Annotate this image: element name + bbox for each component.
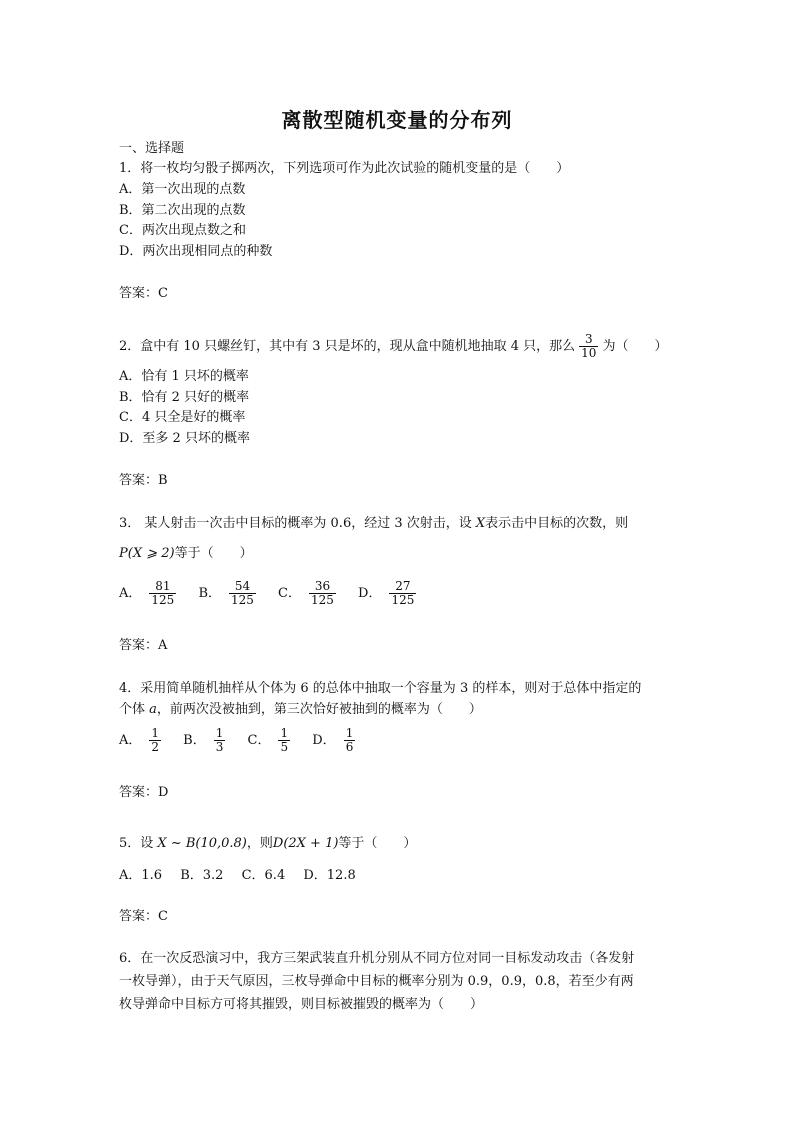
q4-stem-line1: 4．采用简单随机抽样从个体为 6 的总体中抽取一个容量为 3 的样本，则对于总体中指定的 [119, 681, 642, 696]
q3-options [119, 580, 434, 607]
q3-option-d [358, 580, 420, 607]
q3-expression: P(X ⩾ 2) [119, 546, 175, 561]
q3-option-b [198, 580, 259, 607]
q5-stem [119, 834, 416, 854]
q1-stem: 1．将一枚均匀骰子掷两次，下列选项可作为此次试验的随机变量的是（ ） [119, 161, 570, 176]
q5-option-c: C．6.4 [241, 868, 286, 883]
q5-stem-mid: ，则 [246, 836, 273, 851]
q3-stem-tail: 表示击中目标的次数，则 [485, 516, 629, 531]
q4-option-c-label: C． [247, 733, 271, 748]
q6-stem-line3: 枚导弹命中目标方可将其摧毁，则目标被摧毁的概率为（ ） [119, 997, 484, 1012]
q1-option-b: B．第二次出现的点数 [119, 203, 246, 218]
q5-option-a: A．1.6 [119, 868, 163, 883]
page-title: 离散型随机变量的分布列 [281, 108, 513, 132]
q4-stem-text: 个体 [119, 702, 150, 717]
q2-option-a: A．恰有 1 只坏的概率 [119, 369, 249, 384]
q2-option-d: D．至多 2 只坏的概率 [119, 431, 250, 446]
q6-stem-line2: 一枚导弹），由于天气原因，三枚导弹命中目标的概率分别为 0.9，0.9，0.8，若至少有两 [119, 974, 634, 989]
q4-option-d-den: 6 [345, 740, 354, 754]
q2-fraction [579, 333, 598, 360]
q4-option-b [183, 727, 229, 754]
q3-option-b-label: B． [198, 586, 221, 601]
q3-option-b-num: 54 [234, 579, 251, 593]
q2-fraction-den: 10 [581, 346, 597, 360]
q3-option-a-num: 81 [155, 579, 171, 593]
section-heading: 一、选择题 [119, 141, 185, 156]
q4-option-c-fraction [278, 727, 290, 754]
q2-option-b: B．恰有 2 只好的概率 [119, 390, 250, 405]
q3-option-a-fraction [149, 580, 176, 607]
q4-option-b-fraction [214, 727, 226, 754]
q5-options [119, 866, 370, 886]
q1-option-c: C．两次出现点数之和 [119, 223, 246, 238]
q4-option-c-den: 5 [280, 740, 289, 754]
q3-stem-line2-tail: 等于（ ） [174, 546, 253, 561]
q4-option-b-den: 3 [215, 740, 224, 754]
q6-stem-line1: 6．在一次反恐演习中，我方三架武装直升机分别从不同方位对同一目标发动攻击（各发射 [119, 951, 635, 966]
q4-answer: 答案：D [119, 785, 169, 800]
q2-stem [119, 333, 667, 360]
q3-answer: 答案：A [119, 638, 168, 653]
q3-stem-line1 [119, 514, 628, 534]
q3-option-c [278, 580, 340, 607]
q3-option-a [119, 580, 180, 607]
q5-expression-distribution: X ~ B(10,0.8) [157, 836, 247, 851]
q4-option-d-num: 1 [345, 726, 354, 740]
q4-option-d-fraction [344, 727, 356, 754]
q4-option-b-label: B． [183, 733, 206, 748]
q4-options [119, 727, 373, 754]
q5-stem-text: 5．设 [119, 836, 158, 851]
q5-expression-variance: D(2X + 1) [272, 836, 339, 851]
q4-option-d-label: D． [312, 733, 336, 748]
q2-fraction-num: 3 [584, 332, 593, 346]
q3-option-c-den: 125 [311, 593, 334, 607]
q2-option-c: C．4 只全是好的概率 [119, 410, 246, 425]
q3-option-d-den: 125 [391, 593, 415, 607]
q4-option-a-label: A． [119, 733, 142, 748]
q3-option-c-fraction [309, 580, 336, 607]
q4-option-d [312, 727, 359, 754]
q4-option-a [119, 727, 165, 754]
q1-option-d: D．两次出现相同点的种数 [119, 244, 273, 259]
q4-option-a-fraction [149, 727, 161, 754]
q3-option-d-num: 27 [395, 579, 411, 593]
q3-option-a-den: 125 [151, 593, 175, 607]
q4-stem-line2 [119, 700, 482, 720]
q2-stem-tail: 为（ ） [602, 339, 668, 354]
q1-option-a: A．第一次出现的点数 [119, 182, 246, 197]
q4-option-c [248, 727, 295, 754]
q2-stem-text: 2．盒中有 10 只螺丝钉，其中有 3 只是坏的，现从盒中随机地抽取 4 只，那么 [119, 339, 576, 354]
q3-stem-text: 3． 某人射击一次击中目标的概率为 0.6，经过 3 次射击，设 [119, 516, 476, 531]
q3-option-c-num: 36 [314, 579, 331, 593]
q4-option-a-den: 2 [151, 740, 160, 754]
q3-stem-line2 [119, 544, 253, 564]
q3-option-d-fraction [389, 580, 416, 607]
q3-variable-x: X [475, 516, 486, 531]
q5-option-d: D．12.8 [303, 868, 356, 883]
q3-option-d-label: D． [358, 586, 382, 601]
q4-option-a-num: 1 [151, 726, 160, 740]
q4-option-c-num: 1 [280, 726, 289, 740]
q4-option-b-num: 1 [215, 726, 224, 740]
q3-option-b-den: 125 [231, 593, 254, 607]
q3-option-c-label: C． [278, 586, 301, 601]
q4-stem-tail: ，前两次没被抽到，第三次恰好被抽到的概率为（ ） [156, 702, 482, 717]
q4-variable-a: a [149, 702, 157, 717]
q2-answer: 答案：B [119, 473, 168, 488]
q1-answer: 答案：C [119, 286, 168, 301]
q5-stem-tail: 等于（ ） [338, 836, 417, 851]
q3-option-b-fraction [229, 580, 256, 607]
q5-answer: 答案：C [119, 909, 168, 924]
q3-option-a-label: A． [119, 586, 142, 601]
q5-option-b: B．3.2 [180, 868, 224, 883]
